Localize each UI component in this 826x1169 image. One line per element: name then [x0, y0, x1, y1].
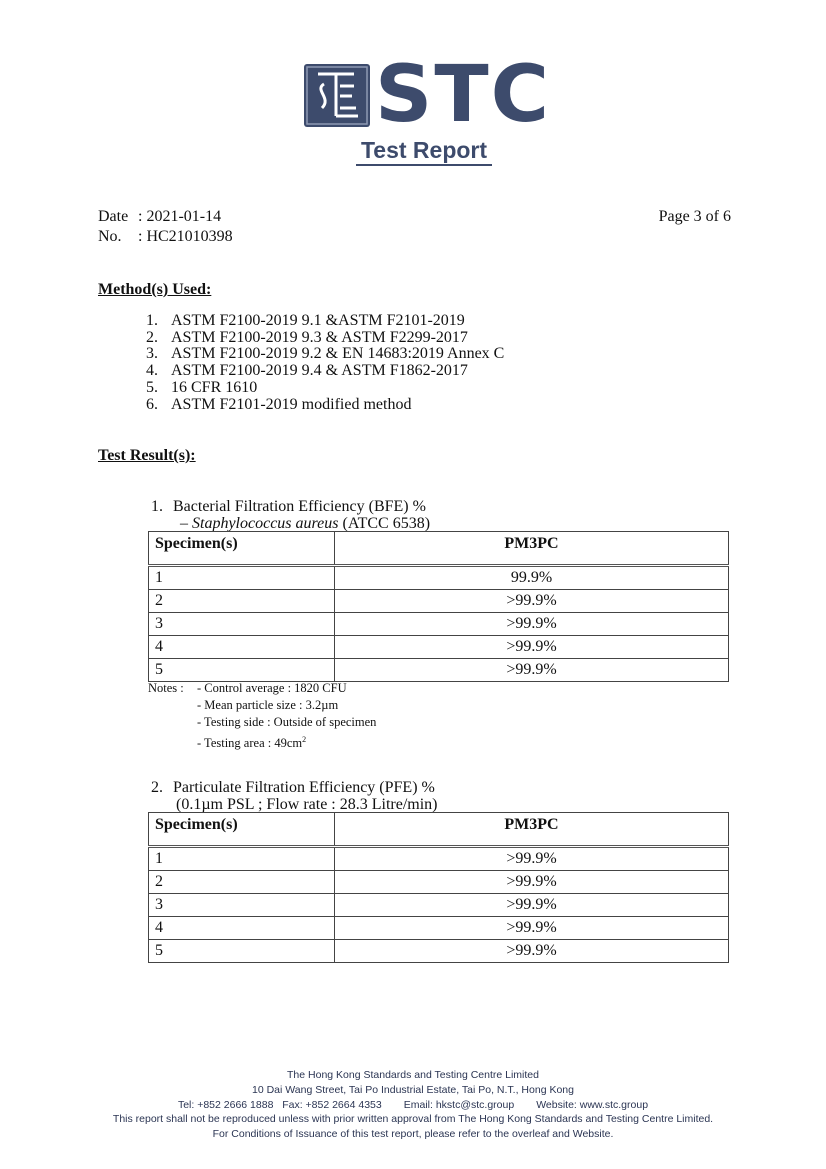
column-header-specimen: Specimen(s) [149, 532, 335, 566]
result-cell: >99.9% [335, 940, 729, 963]
number-label: No. [98, 228, 122, 245]
result-cell: >99.9% [335, 613, 729, 636]
method-item: 4. ASTM F2100-2019 9.4 & ASTM F1862-2017 [146, 362, 468, 380]
method-item: 3. ASTM F2100-2019 9.2 & EN 14683:2019 Annex C [146, 345, 505, 363]
report-date [98, 207, 221, 227]
bfe-notes [148, 680, 376, 752]
bfe-test-title: 1. Bacterial Filtration Efficiency (BFE) % [151, 498, 426, 515]
page-indicator: Page 3 of 6 [658, 208, 731, 225]
table-row [149, 566, 729, 590]
specimen-cell: 5 [149, 940, 335, 963]
stc-emblem-icon [304, 64, 370, 127]
result-cell: >99.9% [335, 636, 729, 659]
table-row [149, 613, 729, 636]
table-row [149, 659, 729, 682]
specimen-cell: 1 [149, 566, 335, 590]
date-value: : 2021-01-14 [138, 208, 222, 225]
pfe-results-table [148, 812, 729, 963]
result-cell: >99.9% [335, 847, 729, 871]
method-item: 2. ASTM F2100-2019 9.3 & ASTM F2299-2017 [146, 328, 468, 346]
specimen-cell: 5 [149, 659, 335, 682]
report-type-title: Test Report [356, 137, 492, 166]
specimen-cell: 4 [149, 917, 335, 940]
table-row [149, 590, 729, 613]
stc-logo-text: STC [375, 50, 552, 140]
method-item: 5. 16 CFR 1610 [146, 378, 258, 396]
result-cell: >99.9% [335, 917, 729, 940]
result-cell: >99.9% [335, 871, 729, 894]
note-item: - Testing area : 49cm [197, 736, 303, 750]
specimen-cell: 3 [149, 613, 335, 636]
specimen-cell: 3 [149, 894, 335, 917]
result-cell: >99.9% [335, 659, 729, 682]
result-cell: >99.9% [335, 590, 729, 613]
pfe-test-conditions: (0.1µm PSL ; Flow rate : 28.3 Litre/min) [176, 796, 438, 813]
method-item: 6. ASTM F2101-2019 modified method [146, 395, 412, 413]
footer-fax: Fax: +852 2664 4353 [282, 1098, 382, 1111]
bfe-results-table [148, 531, 729, 682]
table-row [149, 636, 729, 659]
table-row [149, 940, 729, 963]
footer-website[interactable]: Website: www.stc.group [536, 1098, 649, 1111]
specimen-cell: 4 [149, 636, 335, 659]
note-superscript: 2 [302, 735, 307, 744]
table-row [149, 847, 729, 871]
specimen-cell: 1 [149, 847, 335, 871]
date-label: Date [98, 208, 129, 225]
footer-email[interactable]: Email: hkstc@stc.group [403, 1098, 515, 1111]
footer-address: 10 Dai Wang Street, Tai Po Industrial Estate, Tai Po, N.T., Hong Kong [252, 1083, 574, 1096]
column-header-sample: PM3PC [335, 532, 729, 566]
notes-label: Notes : [148, 681, 184, 695]
table-header-row [149, 813, 729, 847]
page-footer [0, 1068, 826, 1142]
method-item: 1. ASTM F2100-2019 9.1 &ASTM F2101-2019 [146, 312, 465, 329]
number-value: : HC21010398 [138, 228, 233, 245]
report-number [98, 227, 233, 247]
footer-contact [0, 1098, 826, 1113]
footer-conditions: For Conditions of Issuance of this test report, please refer to the overleaf and Website. [212, 1128, 614, 1141]
result-cell: >99.9% [335, 894, 729, 917]
results-heading: Test Result(s): [98, 447, 196, 464]
table-row [149, 894, 729, 917]
column-header-sample: PM3PC [335, 813, 729, 847]
table-row [149, 871, 729, 894]
footer-disclaimer: This report shall not be reproduced unless with prior written approval from The Hong Kong Standards and Testing Centre Limited. [112, 1113, 714, 1126]
pfe-test-title: 2. Particulate Filtration Efficiency (PFE) % [151, 779, 435, 796]
bfe-test-organism: – Staphylococcus aureus (ATCC 6538) [180, 515, 431, 532]
note-item: - Testing side : Outside of specimen [197, 715, 377, 729]
specimen-cell: 2 [149, 871, 335, 894]
footer-tel: Tel: +852 2666 1888 [177, 1098, 274, 1111]
specimen-cell: 2 [149, 590, 335, 613]
methods-list [146, 313, 504, 413]
note-item: - Mean particle size : 3.2µm [197, 698, 339, 712]
methods-heading: Method(s) Used: [98, 281, 212, 298]
result-cell: 99.9% [335, 566, 729, 590]
stc-logo-emblem [304, 64, 370, 127]
table-row [149, 917, 729, 940]
note-item: - Control average : 1820 CFU [197, 681, 347, 695]
table-header-row [149, 532, 729, 566]
organism-name: Staphylococcus aureus [192, 515, 339, 532]
footer-company: The Hong Kong Standards and Testing Centre Limited [287, 1069, 539, 1081]
column-header-specimen: Specimen(s) [149, 813, 335, 847]
